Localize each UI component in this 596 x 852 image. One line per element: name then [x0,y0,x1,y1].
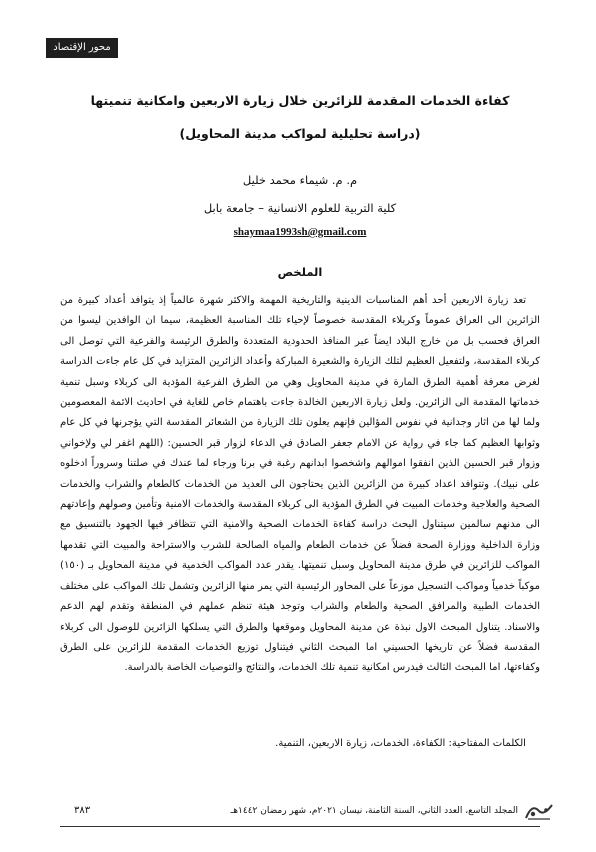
abstract-heading: الملخص [277,265,323,279]
calligraphy-emblem-icon [524,801,554,821]
keywords-line: الكلمات المفتاحية: الكفاءة، الخدمات، زيارة الاربعين، التنمية. [275,738,526,749]
article-title: كفاءة الخدمات المقدمة للزائرين خلال زيارة الاربعين وامكانية تنميتها [90,93,510,108]
journal-info: المجلد التاسع، العدد الثاني، السنة الثامنة، نيسان ٢٠٢١م، شهر رمضان ١٤٤٢هـ [230,806,518,816]
section-tag: محور الإقتصاد [46,38,118,58]
author-email[interactable]: shaymaa1993sh@gmail.com [233,226,367,238]
author-affiliation: كلية التربية للعلوم الانسانية – جامعة بابل [203,201,397,215]
author-name: م. م. شيماء محمد خليل [242,173,358,187]
abstract-body: تعد زيارة الاربعين أحد أهم المناسبات الدينية والتاريخية المهمة والاكثر شهرة عالمياً إذ يتوافد أعداد كبيرة من الزائرين الى العراق عموماً وكربلاء المقدسة خصوصاً لإحياء تلك المناسبة العظيمة، سيما ان الوافدين ليسوا من العراق فحسب بل من خارج البلاد ايضاً عبر المنافذ الحدودية المتعددة والطرق الرئيسة والفرعية التي توصل الى كربلاء المقدسة، ولتفعيل العظيم لتلك الزيارة والشعيرة المباركة وأعداد الزائرين المتزايد في كل عام جاءت الدراسة لغرض معرفة أهمية الطرق المارة في مدينة المحاويل وهي من الطرق الفرعية المؤدية الى كربلاء وسبل تنمية خدماتها المقدمة الى الزائرين. ولعل زيارة الاربعين الخالدة جاءت باهتمام خاص للغاية في احاديث الائمة المعصومين ولما لها من اثار وجدانية في نفوس المؤالين فإنهم يعلون تلك الزيارة من الشعائر المقدسة التي يؤجرنها في كل عام وثوابها العظيم كما جاء في رواية عن الامام جعفر الصادق في الدعاء لزوار قبر الحسين: (اللهم اغفر لي ولإخواني وزوار قبر الحسين الذين انفقوا اموالهم واشخصوا ابدانهم رغبة في برنا ورجاء لما عندك في صلتنا وسروراً ادخلوه على نبيك). وتتوافد اعداد كبيرة من الزائرين الذين يحتاجون الى العديد من الخدمات كالطعام والشراب والخدمات الصحية والعلاجية وخدمات المبيت في الطرق المؤدية الى كربلاء المقدسة والخدمات الامنية وتأمين وصولهم وإعادتهم الى مدنهم سالمين سيتناول البحث دراسة كفاءة الخدمات الصحية والامنية التي تتظافر فيها الجهود بالتنسيق مع وزارة الداخلية ووزارة الصحة فضلاً عن خدمات الطعام والمياه الصالحة للشرب والاستراحة والمبيت التي تقدمها المواكب للزائرين في طرق مدينة المحاويل وسبل تنميتها. يقدر عدد المواكب الخدمية في مدينة المحاويل بـ (١٥٠) موكباً خدمياً ومواكب التسجيل موزعاً على المحاور الرئيسية التي يمر منها الزائرين وتشمل تلك المواكب على مختلف الخدمات الطبية والمرافق الصحية والطعام والشراب وتوجد هيئة تنظم عملهم في المنطقة وتقدم لهم الدعم والاسناد. يتناول المبحث الاول نبذة عن مدينة المحاويل وموقعها والطرق التي يسلكها الزائرين للوصول الى كربلاء المقدسة فضلاً عن تاريخها الحسيني اما المبحث الثاني فيتناول توزيع الخدمات المقدمة للزائرين على الطرق وكفاءتها، اما المبحث الثالث فيدرس امكانية تنمية تلك الخدمات، والنتائج والتوصيات الخاصة بالدراسة. [60,295,540,674]
article-page [60,0,540,852]
page-footer [60,800,540,824]
page-number: ٣٨٣ [74,805,91,816]
footer-divider [60,826,540,827]
article-subtitle: (دراسة تحليلية لمواكب مدينة المحاويل) [179,126,421,141]
